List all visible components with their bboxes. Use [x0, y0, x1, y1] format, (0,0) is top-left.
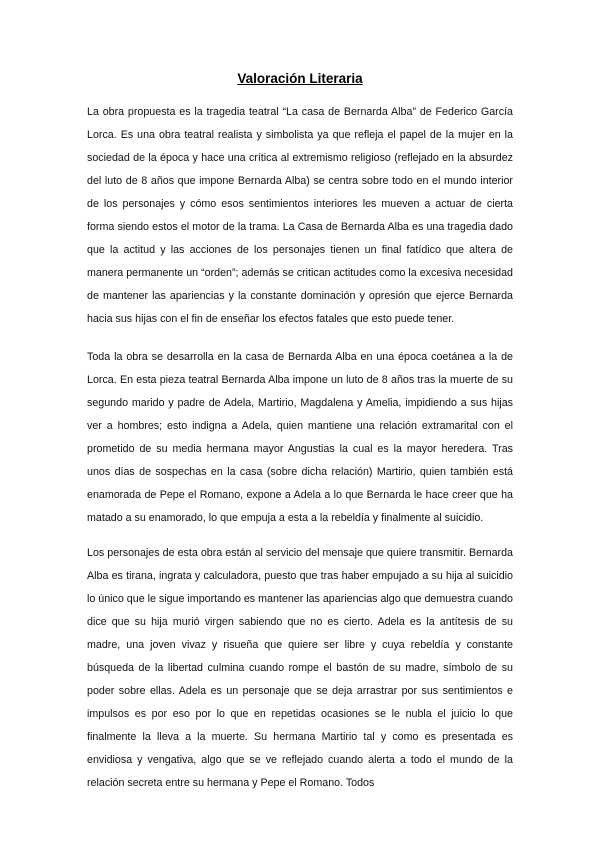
paragraph-plot-summary: Toda la obra se desarrolla en la casa de Bernarda Alba en una época coetánea a la de Lorca. En esta pieza teatral Bernarda Alba impone un luto de 8 años tras la muerte de su segundo marido y padre de Adela, Martirio, Magdalena y Amelia, impidiendo a sus hijas ver a hombres; esto indigna a Adela, quien mantiene una relación extramarital con el prometido de su media hermana mayor Angustias la cual es la mayor heredera. Tras unos días de sospechas en la casa (sobre dicha relación) Martirio, quien también está enamorada de Pepe el Romano, expone a Adela a lo que Bernarda le hace creer que ha matado a su enamorado, lo que empuja a esta a la rebeldía y finalmente al suicidio. [87, 351, 513, 524]
document-title: Valoración Literaria [237, 71, 363, 86]
paragraph-characters: Los personajes de esta obra están al servicio del mensaje que quiere transmitir. Bernarda Alba es tirana, ingrata y calculadora, puesto que tras haber empujado a su hija al suicidio lo único que le sigue importando es mantener las apariencias algo que demuestra cuando dice que su hija murió virgen sabiendo que no es cierto. Adela es la antítesis de su madre, una joven vivaz y risueña que quiere ser libre y cuya rebeldía y constante búsqueda de la libertad culmina cuando rompe el bastón de su madre, símbolo de su poder sobre ellas. Adela es un personaje que se deja arrastrar por sus sentimientos e impulsos es por eso por lo que en repetidas ocasiones se le nubla el juicio lo que finalmente la lleva a la muerte. Su hermana Martirio tal y como es presentada es envidiosa y vengativa, algo que se ve reflejado cuando alerta a todo el mundo de la relación secreta entre su hermana y Pepe el Romano. Todos [87, 547, 513, 789]
paragraph-introduction: La obra propuesta es la tragedia teatral “La casa de Bernarda Alba” de Federico García Lorca. Es una obra teatral realista y simbolista ya que refleja el papel de la mujer en la sociedad de la época y hace una crítica al extremismo religioso (reflejado en la absurdez del luto de 8 años que impone Bernarda Alba) se centra sobre todo en el mundo interior de los personajes y cómo esos sentimientos interiores les mueven a actuar de cierta forma siendo estos el motor de la trama. La Casa de Bernarda Alba es una tragedia dado que la actitud y las acciones de los personajes tienen un final fatídico que altera de manera permanente un “orden”; además se critican actitudes como la excesiva necesidad de mantener las apariencias y la constante dominación y opresión que ejerce Bernarda hacia sus hijas con el fin de enseñar los efectos fatales que esto puede tener. [87, 106, 513, 325]
